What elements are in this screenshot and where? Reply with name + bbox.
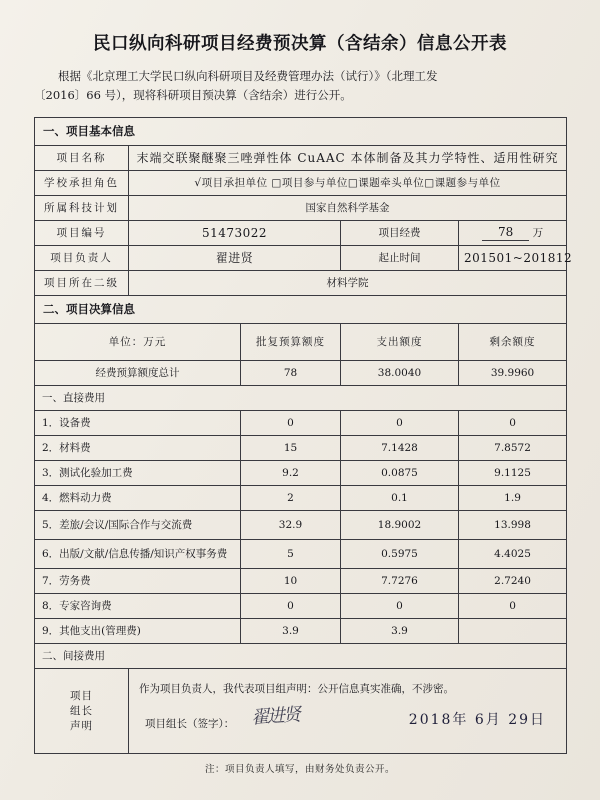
value-project-leader: 翟进贤: [129, 246, 341, 271]
item-approved-other: 3.9: [241, 619, 341, 644]
item-remaining-travel: 13.998: [459, 511, 567, 540]
item-spent-travel: 18.9002: [341, 511, 459, 540]
item-remaining-consulting: 0: [459, 594, 567, 619]
declaration-text: 作为项目负责人，我代表项目组声明：公开信息真实准确，不涉密。: [139, 682, 454, 695]
item-spent-testing: 0.0875: [341, 461, 459, 486]
value-funding: [459, 221, 567, 246]
value-project-no: 51473022: [129, 221, 341, 246]
declaration-label-line-1: 项目: [70, 689, 93, 702]
item-remaining-testing: 9.1125: [459, 461, 567, 486]
value-school-role: √项目承担单位 □项目参与单位□课题牵头单位□课题参与单位: [129, 171, 567, 196]
total-spent: 38.0040: [341, 361, 459, 386]
item-spent-fuel: 0.1: [341, 486, 459, 511]
item-spent-material: 7.1428: [341, 436, 459, 461]
item-label-other: 9．其他支出(管理费): [35, 619, 241, 644]
intro-paragraph: [34, 67, 566, 105]
column-header-remaining: 剩余额度: [459, 324, 567, 361]
total-approved: 78: [241, 361, 341, 386]
section-2-heading: 二、项目决算信息: [35, 296, 567, 324]
item-approved-testing: 9.2: [241, 461, 341, 486]
item-label-travel: 5．差旅/会议/国际合作与交流费: [35, 511, 241, 540]
signature-date: 2018年 6月 29日: [408, 711, 547, 728]
item-remaining-equipment: 0: [459, 411, 567, 436]
item-remaining-fuel: 1.9: [459, 486, 567, 511]
funding-amount: 78: [482, 225, 529, 241]
signature-row: [139, 703, 556, 741]
intro-line-1: 根据《北京理工大学民口纵向科研项目及经费管理办法（试行）》（北理工发: [58, 69, 438, 83]
item-remaining-labor: 2.7240: [459, 569, 567, 594]
label-project-no: 项目编号: [35, 221, 129, 246]
item-spent-other: 3.9: [341, 619, 459, 644]
item-label-material: 2．材料费: [35, 436, 241, 461]
item-label-labor: 7．劳务费: [35, 569, 241, 594]
declaration-label: [35, 669, 129, 754]
item-remaining-other: [459, 619, 567, 644]
group-indirect-cost: 二、间接费用: [35, 644, 567, 669]
footnote: 注：项目负责人填写，由财务处负责公开。: [204, 764, 395, 775]
total-remaining: 39.9960: [459, 361, 567, 386]
item-label-publication: 6．出版/文献/信息传播/知识产权事务费: [35, 540, 241, 569]
value-tech-plan: 国家自然科学基金: [129, 196, 567, 221]
item-approved-equipment: 0: [241, 411, 341, 436]
total-row-label: 经费预算额度总计: [35, 361, 241, 386]
group-direct-cost: 一、直接费用: [35, 386, 567, 411]
section-1-heading: 一、项目基本信息: [35, 118, 567, 146]
value-project-name: 末端交联聚醚聚三唑弹性体 CuAAC 本体制备及其力学特性、适用性研究: [129, 146, 567, 171]
label-project-leader: 项目负责人: [35, 246, 129, 271]
label-period: 起止时间: [341, 246, 459, 271]
intro-line-2: 〔2016〕66 号），现将科研项目预决算（含结余）进行公开。: [34, 88, 352, 102]
item-approved-consulting: 0: [241, 594, 341, 619]
value-period: 201501~201812: [459, 246, 567, 271]
item-approved-publication: 5: [241, 540, 341, 569]
funding-unit: 万: [532, 227, 544, 239]
item-spent-labor: 7.7276: [341, 569, 459, 594]
item-label-consulting: 8．专家咨询费: [35, 594, 241, 619]
label-tech-plan: 所属科技计划: [35, 196, 129, 221]
item-spent-equipment: 0: [341, 411, 459, 436]
column-header-approved: 批复预算额度: [241, 324, 341, 361]
signature-label: 项目组长（签字）：: [145, 717, 235, 730]
page-title: 民口纵向科研项目经费预决算（含结余）信息公开表: [93, 34, 507, 54]
item-approved-labor: 10: [241, 569, 341, 594]
item-approved-fuel: 2: [241, 486, 341, 511]
label-school-role: 学校承担角色: [35, 171, 129, 196]
item-remaining-publication: 4.4025: [459, 540, 567, 569]
public-disclosure-table: [34, 117, 573, 754]
unit-header: 单位：万元: [35, 324, 241, 361]
item-label-testing: 3．测试化验加工费: [35, 461, 241, 486]
item-spent-consulting: 0: [341, 594, 459, 619]
item-label-fuel: 4．燃料动力费: [35, 486, 241, 511]
item-remaining-material: 7.8572: [459, 436, 567, 461]
declaration-label-line-2: 组长: [70, 704, 93, 717]
item-spent-publication: 0.5975: [341, 540, 459, 569]
value-department: 材料学院: [129, 271, 567, 296]
column-header-spent: 支出额度: [341, 324, 459, 361]
label-department: 项目所在二级: [35, 271, 129, 296]
declaration-body: [129, 669, 567, 754]
item-approved-travel: 32.9: [241, 511, 341, 540]
signature-handwritten: 翟进贤: [250, 703, 300, 729]
label-project-name: 项目名称: [35, 146, 129, 171]
item-approved-material: 15: [241, 436, 341, 461]
label-funding: 项目经费: [341, 221, 459, 246]
declaration-label-line-3: 声明: [70, 719, 93, 732]
item-label-equipment: 1．设备费: [35, 411, 241, 436]
